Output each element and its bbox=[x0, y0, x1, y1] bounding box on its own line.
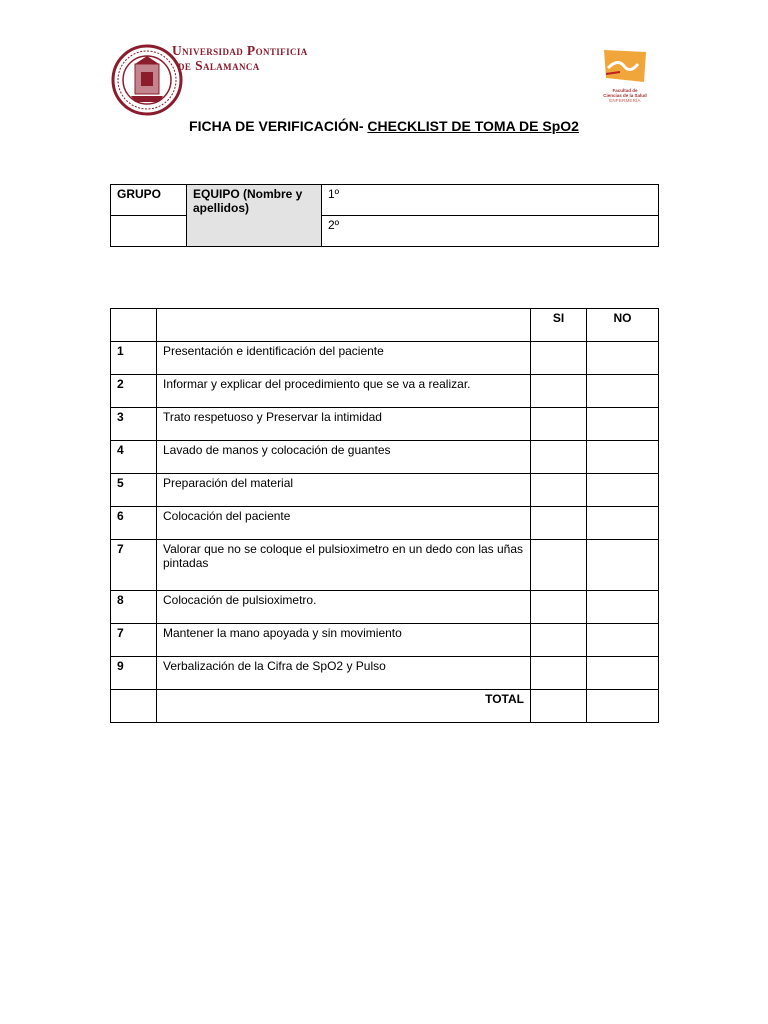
item-number: 7 bbox=[111, 624, 157, 657]
item-text: Colocación de pulsioximetro. bbox=[157, 591, 531, 624]
checklist-header-row bbox=[111, 309, 659, 342]
checklist-row bbox=[111, 474, 659, 507]
item-number: 2 bbox=[111, 375, 157, 408]
faculty-line1: Facultad de bbox=[612, 88, 638, 93]
item-text: Lavado de manos y colocación de guantes bbox=[157, 441, 531, 474]
faculty-line2: Ciencias de la Salud bbox=[603, 93, 647, 98]
item-number: 8 bbox=[111, 591, 157, 624]
si-checkbox-cell[interactable] bbox=[531, 375, 587, 408]
si-checkbox-cell[interactable] bbox=[531, 408, 587, 441]
header-num-cell bbox=[111, 309, 157, 342]
grupo-label: GRUPO bbox=[111, 185, 187, 216]
item-text: Presentación e identificación del paciente bbox=[157, 342, 531, 375]
si-checkbox-cell[interactable] bbox=[531, 624, 587, 657]
item-text: Verbalización de la Cifra de SpO2 y Pulso bbox=[157, 657, 531, 690]
total-num-cell bbox=[111, 690, 157, 723]
item-text: Colocación del paciente bbox=[157, 507, 531, 540]
university-name-line1: Universidad Pontificia bbox=[172, 43, 308, 58]
total-label: TOTAL bbox=[157, 690, 531, 723]
item-number: 3 bbox=[111, 408, 157, 441]
item-number: 9 bbox=[111, 657, 157, 690]
checklist-row bbox=[111, 342, 659, 375]
header-item-cell bbox=[157, 309, 531, 342]
si-checkbox-cell[interactable] bbox=[531, 474, 587, 507]
no-checkbox-cell[interactable] bbox=[587, 375, 659, 408]
faculty-name bbox=[594, 88, 656, 103]
no-checkbox-cell[interactable] bbox=[587, 540, 659, 591]
header-si: SI bbox=[531, 309, 587, 342]
no-checkbox-cell[interactable] bbox=[587, 342, 659, 375]
checklist-row bbox=[111, 591, 659, 624]
equipo-label: EQUIPO (Nombre y apellidos) bbox=[187, 185, 322, 247]
item-number: 4 bbox=[111, 441, 157, 474]
no-checkbox-cell[interactable] bbox=[587, 657, 659, 690]
member-1-field[interactable]: 1º bbox=[322, 185, 659, 216]
title-underlined: CHECKLIST DE TOMA DE SpO2 bbox=[367, 118, 579, 134]
checklist-row bbox=[111, 375, 659, 408]
si-checkbox-cell[interactable] bbox=[531, 657, 587, 690]
total-no-cell[interactable] bbox=[587, 690, 659, 723]
university-name-line2: de Salamanca bbox=[178, 58, 260, 73]
header-no: NO bbox=[587, 309, 659, 342]
page-title bbox=[0, 118, 768, 134]
university-name bbox=[172, 43, 308, 73]
no-checkbox-cell[interactable] bbox=[587, 408, 659, 441]
item-text: Informar y explicar del procedimiento que se va a realizar. bbox=[157, 375, 531, 408]
item-number: 7 bbox=[111, 540, 157, 591]
si-checkbox-cell[interactable] bbox=[531, 540, 587, 591]
no-checkbox-cell[interactable] bbox=[587, 624, 659, 657]
total-si-cell[interactable] bbox=[531, 690, 587, 723]
total-row bbox=[111, 690, 659, 723]
grupo-field[interactable] bbox=[111, 216, 187, 247]
item-number: 6 bbox=[111, 507, 157, 540]
checklist-row bbox=[111, 441, 659, 474]
checklist-row bbox=[111, 624, 659, 657]
checklist-row bbox=[111, 540, 659, 591]
si-checkbox-cell[interactable] bbox=[531, 441, 587, 474]
si-checkbox-cell[interactable] bbox=[531, 342, 587, 375]
item-text: Preparación del material bbox=[157, 474, 531, 507]
title-prefix: FICHA DE VERIFICACIÓN- bbox=[189, 118, 368, 134]
faculty-line3: ENFERMERÍA bbox=[609, 98, 641, 103]
item-number: 5 bbox=[111, 474, 157, 507]
item-text: Trato respetuoso y Preservar la intimidad bbox=[157, 408, 531, 441]
checklist-table bbox=[110, 308, 659, 723]
no-checkbox-cell[interactable] bbox=[587, 591, 659, 624]
si-checkbox-cell[interactable] bbox=[531, 507, 587, 540]
member-2-field[interactable]: 2º bbox=[322, 216, 659, 247]
si-checkbox-cell[interactable] bbox=[531, 591, 587, 624]
item-number: 1 bbox=[111, 342, 157, 375]
no-checkbox-cell[interactable] bbox=[587, 441, 659, 474]
checklist-row bbox=[111, 408, 659, 441]
no-checkbox-cell[interactable] bbox=[587, 474, 659, 507]
checklist-row bbox=[111, 507, 659, 540]
item-text: Mantener la mano apoyada y sin movimiento bbox=[157, 624, 531, 657]
no-checkbox-cell[interactable] bbox=[587, 507, 659, 540]
item-text: Valorar que no se coloque el pulsioximetro en un dedo con las uñas pintadas bbox=[157, 540, 531, 591]
checklist-row bbox=[111, 657, 659, 690]
group-table bbox=[110, 184, 659, 247]
